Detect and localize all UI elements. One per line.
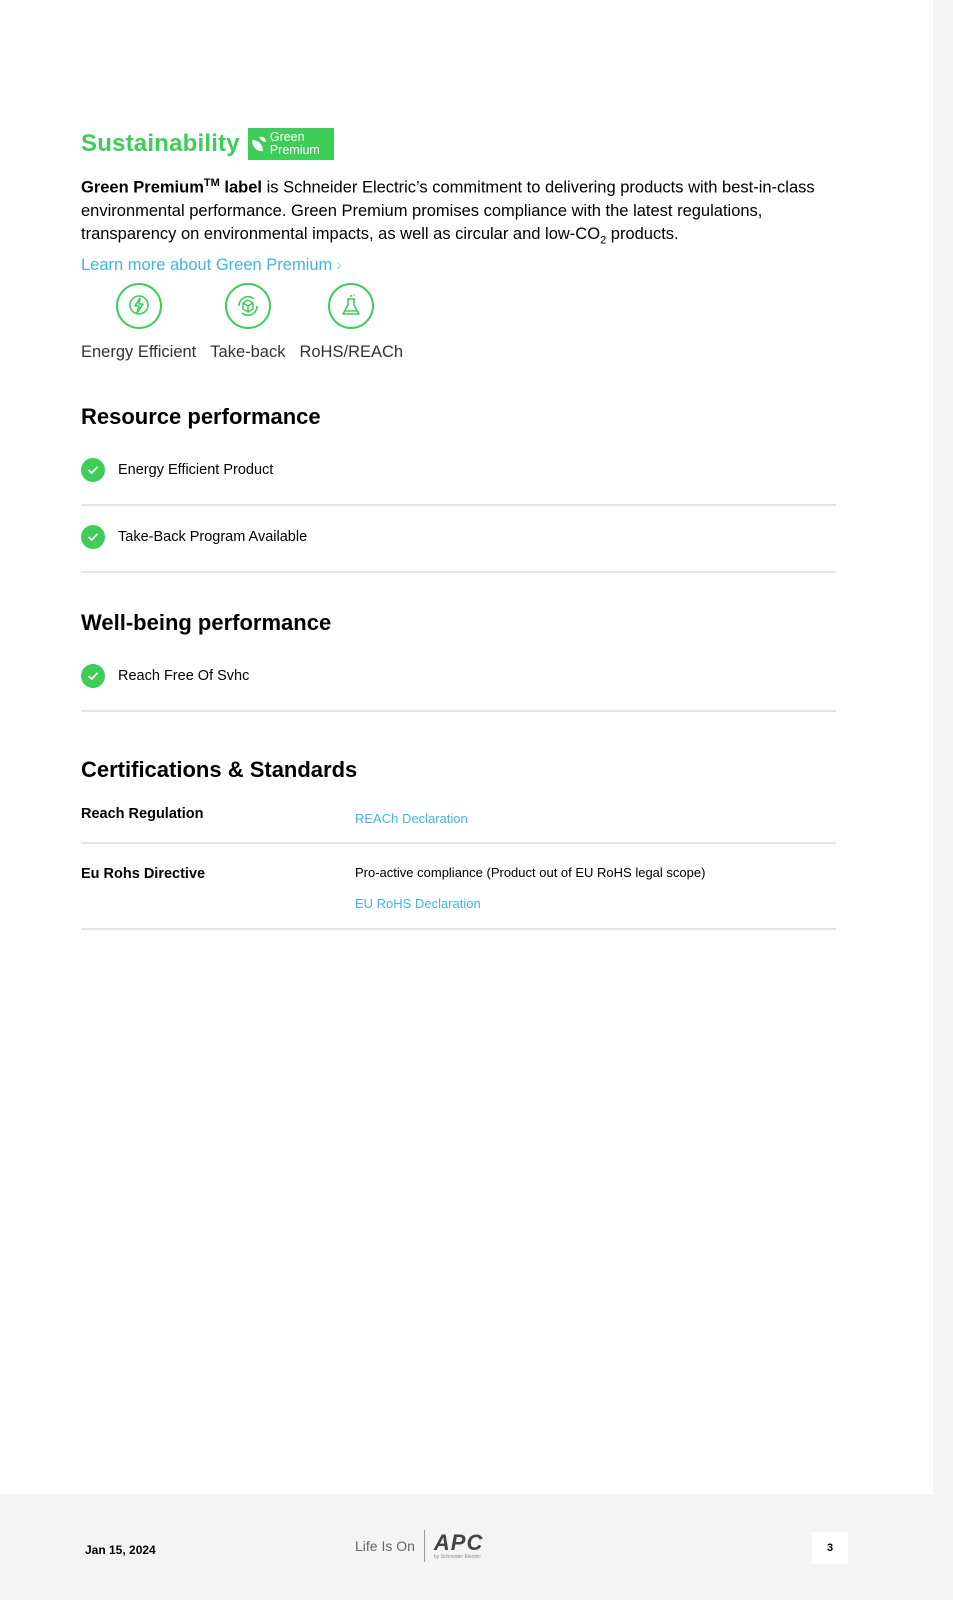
page-number: 3 bbox=[812, 1532, 848, 1564]
badge-line1: Green bbox=[269, 130, 305, 144]
check-icon bbox=[81, 664, 105, 688]
intro-text2: products. bbox=[606, 224, 679, 243]
cert-name: Eu Rohs Directive bbox=[81, 866, 206, 882]
cert-text: Pro-active compliance (Product out of EU RoHS legal scope) bbox=[355, 865, 706, 880]
page-footer bbox=[0, 1494, 933, 1600]
intro-bold: Green Premium bbox=[81, 178, 204, 197]
intro-label: label bbox=[224, 178, 262, 197]
list-item bbox=[81, 525, 836, 573]
resource-section bbox=[81, 404, 321, 430]
icon-rohs-reach bbox=[299, 283, 403, 362]
list-item-label: Take-Back Program Available bbox=[118, 529, 308, 545]
flask-icon bbox=[328, 283, 374, 329]
certs-section bbox=[81, 757, 357, 783]
box-recycle-icon bbox=[225, 283, 271, 329]
sustainability-header bbox=[81, 128, 334, 160]
table-row bbox=[81, 844, 836, 930]
intro-text1: is Schneider Electric’s commitment to delivering products with best-in-class environmental performance. Green Premium promises compliance with the latest regulations, transparency on environmental impacts, as well as circular and low-CO bbox=[81, 178, 815, 243]
check-row bbox=[81, 458, 836, 482]
apc-subtitle: by Schneider Electric bbox=[433, 1554, 481, 1560]
apc-logo bbox=[425, 1532, 483, 1560]
check-row bbox=[81, 525, 836, 549]
sustainability-icons bbox=[81, 283, 417, 362]
apc-wordmark: APC bbox=[433, 1530, 484, 1555]
footer-date: Jan 15, 2024 bbox=[85, 1543, 156, 1557]
green-premium-badge bbox=[248, 128, 334, 160]
learn-more-label: Learn more about Green Premium bbox=[81, 256, 333, 274]
icon-take-back bbox=[210, 283, 285, 362]
certs-heading: Certifications & Standards bbox=[81, 757, 358, 782]
page-edge bbox=[933, 0, 953, 1600]
green-premium-description bbox=[81, 172, 841, 252]
list-item bbox=[81, 458, 836, 506]
table-row bbox=[81, 805, 836, 844]
resource-heading: Resource performance bbox=[81, 404, 321, 429]
list-item-label: Reach Free Of Svhc bbox=[118, 668, 250, 684]
icon-energy-efficient bbox=[81, 283, 196, 362]
sustainability-title: Sustainability bbox=[81, 130, 240, 157]
cert-name: Reach Regulation bbox=[81, 806, 204, 822]
reach-declaration-link[interactable]: REACh Declaration bbox=[355, 811, 468, 826]
check-row bbox=[81, 664, 836, 688]
lightning-leaf-icon bbox=[116, 283, 162, 329]
list-item bbox=[81, 664, 836, 712]
check-icon bbox=[81, 458, 105, 482]
icon-label: Take-back bbox=[210, 343, 286, 361]
icon-label: RoHS/REACh bbox=[299, 343, 404, 361]
brand-logo bbox=[355, 1530, 483, 1562]
check-icon bbox=[81, 525, 105, 549]
icon-label: Energy Efficient bbox=[81, 343, 197, 361]
wellbeing-section bbox=[81, 610, 331, 636]
learn-more-link[interactable] bbox=[81, 256, 342, 275]
chevron-right-icon: › bbox=[336, 256, 342, 274]
badge-line2: Premium bbox=[269, 143, 320, 157]
intro-tm: TM bbox=[203, 177, 220, 189]
eu-rohs-declaration-link[interactable]: EU RoHS Declaration bbox=[355, 896, 481, 911]
list-item-label: Energy Efficient Product bbox=[118, 462, 274, 478]
tagline: Life Is On bbox=[355, 1530, 425, 1562]
leaf-icon bbox=[248, 128, 270, 160]
intro-sub: 2 bbox=[600, 233, 607, 246]
wellbeing-heading: Well-being performance bbox=[81, 610, 332, 635]
